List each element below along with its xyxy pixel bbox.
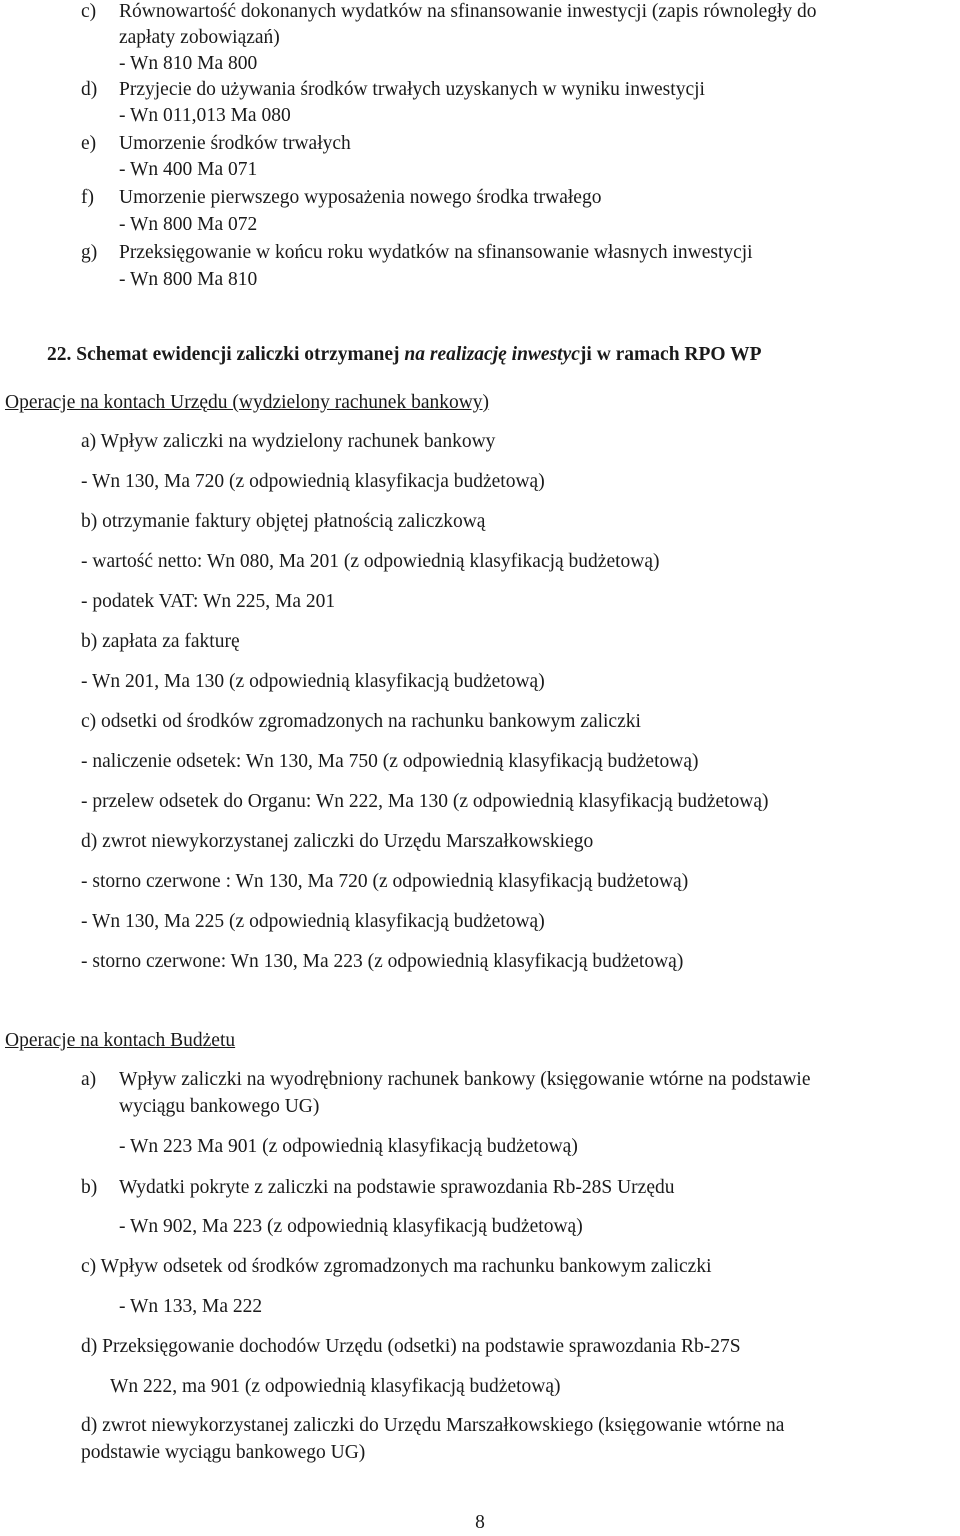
list-label-d: d) — [81, 79, 98, 100]
budzet-item-a-line1: Wpływ zaliczki na wyodrębniony rachunek bankowy (księgowanie wtórne na podstawie — [119, 1069, 811, 1090]
urzad-line: - naliczenie odsetek: Wn 130, Ma 750 (z odpowiednią klasyfikacją budżetową) — [81, 751, 699, 772]
list-item-e-line1: Umorzenie środków trwałych — [119, 133, 351, 154]
budzet-item-c-entry: - Wn 133, Ma 222 — [119, 1296, 263, 1317]
list-item-g-line1: Przeksięgowanie w końcu roku wydatków na sfinansowanie własnych inwestycji — [119, 242, 753, 263]
urzad-line: - przelew odsetek do Organu: Wn 222, Ma 130 (z odpowiednią klasyfikacją budżetową) — [81, 791, 769, 812]
urzad-line: - wartość netto: Wn 080, Ma 201 (z odpowiednią klasyfikacją budżetową) — [81, 551, 660, 572]
urzad-line: b) otrzymanie faktury objętej płatnością zaliczkową — [81, 511, 486, 532]
urzad-line: - Wn 130, Ma 225 (z odpowiednią klasyfikacją budżetową) — [81, 911, 545, 932]
section-heading-prefix: 22. Schemat ewidencji zaliczki otrzymanej — [47, 344, 405, 365]
urzad-line: c) odsetki od środków zgromadzonych na rachunku bankowym zaliczki — [81, 711, 641, 732]
section-heading — [47, 342, 762, 368]
list-item-c-line1: Równowartość dokonanych wydatków na sfinansowanie inwestycji (zapis równoległy do — [119, 1, 817, 22]
urzad-heading: Operacje na kontach Urzędu (wydzielony rachunek bankowy) — [5, 392, 490, 413]
urzad-line: - podatek VAT: Wn 225, Ma 201 — [81, 591, 336, 612]
list-item-d-line1: Przyjecie do używania środków trwałych uzyskanych w wyniku inwestycji — [119, 79, 705, 100]
budzet-heading: Operacje na kontach Budżetu — [5, 1030, 236, 1051]
budzet-label-a: a) — [81, 1069, 97, 1090]
budzet-item-d1: d) Przeksięgowanie dochodów Urzędu (odsetki) na podstawie sprawozdania Rb-27S — [81, 1336, 741, 1357]
urzad-line: - storno czerwone: Wn 130, Ma 223 (z odpowiednią klasyfikacją budżetową) — [81, 951, 684, 972]
budzet-item-d1-entry: Wn 222, ma 901 (z odpowiednią klasyfikacją budżetową) — [110, 1376, 561, 1397]
list-label-g: g) — [81, 242, 98, 263]
urzad-line: b) zapłata za fakturę — [81, 631, 240, 652]
budzet-item-a-line2: wyciągu bankowego UG) — [119, 1096, 320, 1117]
page-number: 8 — [475, 1512, 485, 1533]
urzad-line: - storno czerwone : Wn 130, Ma 720 (z odpowiednią klasyfikacją budżetową) — [81, 871, 689, 892]
budzet-item-b-line: Wydatki pokryte z zaliczki na podstawie sprawozdania Rb-28S Urzędu — [119, 1177, 675, 1198]
budzet-item-d2-line1: d) zwrot niewykorzystanej zaliczki do Urzędu Marszałkowskiego (księgowanie wtórne na — [81, 1415, 785, 1436]
list-label-f: f) — [81, 187, 94, 208]
budzet-item-c: c) Wpływ odsetek od środków zgromadzonych ma rachunku bankowym zaliczki — [81, 1256, 712, 1277]
list-item-c-line2: zapłaty zobowiązań) — [119, 27, 280, 48]
list-label-e: e) — [81, 133, 97, 154]
list-item-f-entry: - Wn 800 Ma 072 — [119, 214, 258, 235]
budzet-item-b-entry: - Wn 902, Ma 223 (z odpowiednią klasyfikacją budżetową) — [119, 1216, 583, 1237]
budzet-item-a-entry: - Wn 223 Ma 901 (z odpowiednią klasyfikacją budżetową) — [119, 1136, 578, 1157]
list-item-g-entry: - Wn 800 Ma 810 — [119, 269, 258, 290]
list-item-d-entry: - Wn 011,013 Ma 080 — [119, 105, 291, 126]
section-heading-italic: na realizację inwestyc — [404, 344, 580, 365]
urzad-line: - Wn 201, Ma 130 (z odpowiednią klasyfikacją budżetową) — [81, 671, 545, 692]
list-label-c: c) — [81, 1, 97, 22]
urzad-line: a) Wpływ zaliczki na wydzielony rachunek bankowy — [81, 431, 496, 452]
list-item-e-entry: - Wn 400 Ma 071 — [119, 159, 258, 180]
budzet-item-d2-line2: podstawie wyciągu bankowego UG) — [81, 1442, 366, 1463]
urzad-line: d) zwrot niewykorzystanej zaliczki do Urzędu Marszałkowskiego — [81, 831, 594, 852]
list-item-f-line1: Umorzenie pierwszego wyposażenia nowego środka trwałego — [119, 187, 602, 208]
budzet-label-b: b) — [81, 1177, 98, 1198]
list-item-c-entry: - Wn 810 Ma 800 — [119, 53, 258, 74]
section-heading-suffix: ji w ramach RPO WP — [579, 344, 762, 365]
urzad-line: - Wn 130, Ma 720 (z odpowiednią klasyfikacja budżetową) — [81, 471, 545, 492]
